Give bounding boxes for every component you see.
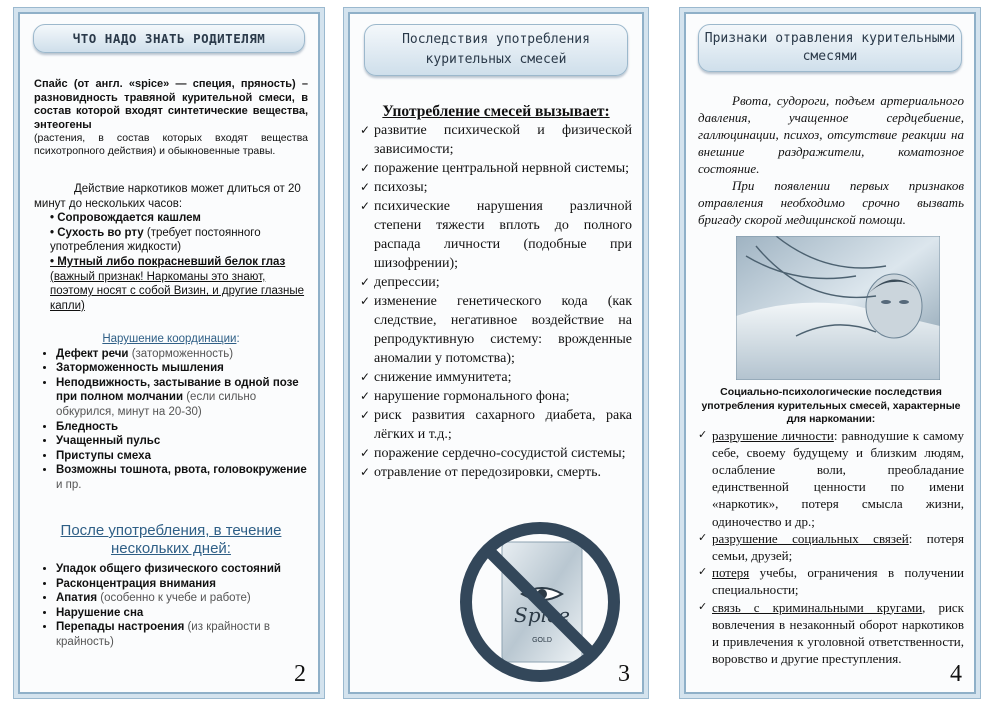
coordination-item: • Учащенный пульс bbox=[56, 434, 308, 449]
consequence-item: ✓ депрессии; bbox=[360, 273, 632, 292]
coordination-item: • Приступы смеха bbox=[56, 449, 308, 464]
consequences-heading: Употребление смесей вызывает: bbox=[382, 103, 610, 120]
patient-head bbox=[866, 274, 922, 338]
page-number: 4 bbox=[950, 661, 962, 687]
after-use-item: • Апатия (особенно к учебе и работе) bbox=[56, 591, 308, 606]
consequence-item: ✓ психозы; bbox=[360, 178, 632, 197]
consequences-section bbox=[360, 102, 632, 482]
poisoning-symptoms: Рвота, судороги, подъем артериального давления, учащенное сердцебиение, галлюцинации, психоз, отсутствие реакции на внешние раздражители, коматозное состояние. При появлении первых признаков отравления необходимо срочно вызвать бригаду скорой медицинской помощи. bbox=[698, 93, 964, 227]
after-use-item: • Упадок общего физического состояний bbox=[56, 562, 308, 577]
after-use-section bbox=[34, 522, 308, 650]
coordination-item: • Бледность bbox=[56, 420, 308, 435]
coordination-item: • Возможны тошнота, рвота, головокружение и пр. bbox=[56, 463, 308, 492]
panel1-title: ЧТО НАДО ЗНАТЬ РОДИТЕЛЯМ bbox=[33, 24, 305, 53]
after-use-list bbox=[34, 562, 308, 650]
consequence-item: ✓ отравление от передозировки, смерть. bbox=[360, 463, 632, 482]
social-consequence-item: ✓ разрушение личности: равнодушие к самому себе, своему будущему и близким людям, ослабление воли, преобладание единственной ценности по имени «наркотик», потеря смысла жизни, одиночество и др.; bbox=[698, 427, 964, 530]
coordination-item: • Заторможенность мышления bbox=[56, 361, 308, 376]
panel-parents bbox=[18, 12, 320, 694]
drug-effects: Действие наркотиков может длиться от 20 минут до нескольких часов: • Сопровождается кашлем • Сухость во рту (требует постоянного употребления жидкости) • Мутный либо покрасневший белок глаз (важный признак! Наркоманы это знают, поэтому носят с собой Визин, и другие глазные капли) bbox=[34, 183, 305, 312]
svg-text:GOLD: GOLD bbox=[532, 637, 552, 644]
after-use-item: • Перепады настроения (из крайности в крайность) bbox=[56, 620, 308, 649]
coordination-item: • Неподвижность, застывание в одной позе при полном молчании (если сильно обкурился, минут на 20-30) bbox=[56, 376, 308, 420]
social-consequences-list bbox=[698, 427, 964, 668]
page-number: 3 bbox=[618, 661, 630, 687]
consequence-item: ✓ развитие психической и физической зависимости; bbox=[360, 121, 632, 159]
social-consequences: Социально-психологические последствия употребления курительных смесей, характерные для наркомании: ✓ разрушение личности: равнодушие к самому себе, своему будущему и близким людям, ослабление воли, преобладание единственной ценности по имени «наркотик», потеря смысла жизни, одиночество и др.; ✓ разрушение социальных связей: потеря семьи, друзей; ✓ потеря учебы, ограничения в получении специальности; ✓ связь с криминальными кругами, риск вовлечения в незаконный оборот наркотиков и привлечения к уголовной ответственности, воровство и другие преступления. bbox=[698, 386, 964, 667]
consequence-item: ✓ снижение иммунитета; bbox=[360, 368, 632, 387]
consequence-item: ✓ нарушение гормонального фона; bbox=[360, 387, 632, 406]
consequence-item: ✓ психические нарушения различной степени тяжести вплоть до полного распада личности (подобные при шизофрении); bbox=[360, 197, 632, 273]
hospital-patient-photo bbox=[736, 236, 940, 380]
panel-consequences bbox=[348, 12, 644, 694]
coordination-item: • Дефект речи (заторможенность) bbox=[56, 347, 308, 362]
social-consequence-item: ✓ связь с криминальными кругами, риск вовлечения в незаконный оборот наркотиков и привлечения к уголовной ответственности, воровство и другие преступления. bbox=[698, 599, 964, 668]
no-spice-image bbox=[456, 518, 624, 686]
after-heading: После употребления, в течение нескольких дней: bbox=[60, 522, 282, 557]
page-number: 2 bbox=[294, 661, 306, 687]
social-consequence-item: ✓ разрушение социальных связей: потеря семьи, друзей; bbox=[698, 530, 964, 564]
panel3-title: Признаки отравления курительными смесями bbox=[698, 24, 962, 72]
consequence-item: ✓ изменение генетического кода (как следствие, негативное воздействие на репродуктивную систему: врожденные аномалии у потомства); bbox=[360, 292, 632, 368]
coordination-list bbox=[34, 347, 308, 493]
panel-poisoning bbox=[684, 12, 976, 694]
after-use-item: • Нарушение сна bbox=[56, 606, 308, 621]
consequence-item: ✓ риск развития сахарного диабета, рака лёгких и т.д.; bbox=[360, 406, 632, 444]
coordination-section: Нарушение координации: • Дефект речи (заторможенность) • Заторможенность мышления • Неподвижность, застывание в одной позе при полном молчании (если сильно обкурился, минут на 20-30) • Бледность • Учащенный пульс • Приступы смеха • Возможны тошнота, рвота, головокружение и пр. bbox=[34, 332, 308, 493]
svg-text:Spice: Spice bbox=[514, 603, 570, 627]
after-use-item: • Расконцентрация внимания bbox=[56, 577, 308, 592]
consequences-list bbox=[360, 121, 632, 482]
social-consequence-item: ✓ потеря учебы, ограничения в получении специальности; bbox=[698, 564, 964, 598]
consequence-item: ✓ поражение сердечно-сосудистой системы; bbox=[360, 444, 632, 463]
coord-heading: Нарушение координации bbox=[102, 333, 237, 345]
spice-definition: Спайс (от англ. «spice» — специя, пряность) – разновидность травяной курительной смеси, в состав которой входят синтетические вещества, энтеогены (растения, в состав которых входят вещества психотропного действия) и обыкновенные травы. bbox=[34, 78, 308, 157]
consequence-item: ✓ поражение центральной нервной системы; bbox=[360, 159, 632, 178]
panel2-title: Последствия употребления курительных смесей bbox=[364, 24, 628, 76]
